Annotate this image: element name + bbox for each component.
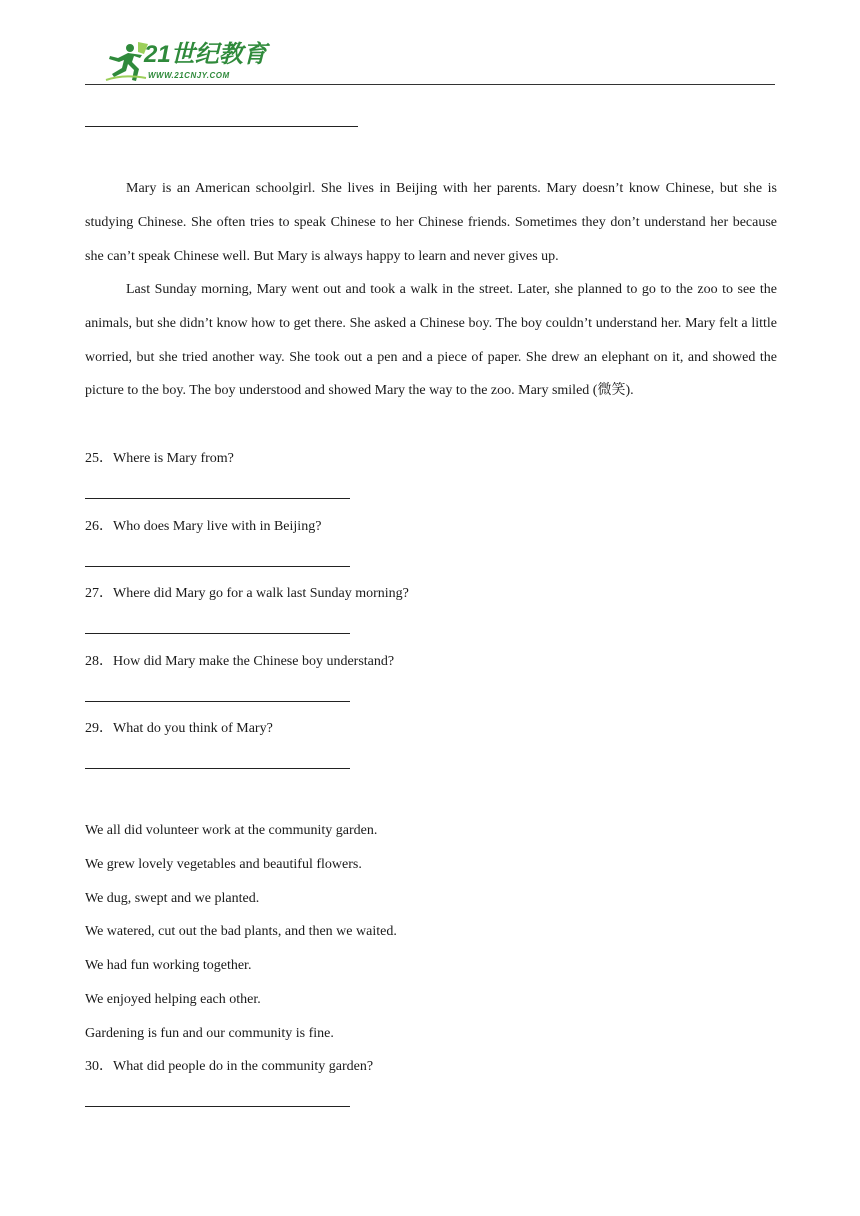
question-27: 27．Where did Mary go for a walk last Sunday morning?	[85, 586, 409, 601]
passage-paragraph-1: Mary is an American schoolgirl. She lives in Beijing with her parents. Mary doesn’t know Chinese, but she is studying Chinese. She often tries to speak Chinese to her Chinese friends. Sometimes they don’t understand her because she can’t speak Chinese well. But Mary is always happy to learn and never gives up.	[85, 181, 777, 264]
answer-line-28[interactable]	[85, 701, 350, 702]
answer-line-26[interactable]	[85, 566, 350, 567]
question-25: 25．Where is Mary from?	[85, 451, 234, 466]
poem-line: We watered, cut out the bad plants, and then we waited.	[85, 924, 397, 939]
answer-line	[85, 126, 358, 127]
answer-line-29[interactable]	[85, 768, 350, 769]
question-29: 29．What do you think of Mary?	[85, 721, 273, 736]
logo-url: WWW.21CNJY.COM	[148, 71, 230, 80]
question-26: 26．Who does Mary live with in Beijing?	[85, 519, 322, 534]
question-28: 28．How did Mary make the Chinese boy understand?	[85, 654, 395, 669]
poem-line: We enjoyed helping each other.	[85, 992, 261, 1007]
question-30: 30．What did people do in the community garden?	[85, 1059, 374, 1074]
answer-line-25[interactable]	[85, 498, 350, 499]
runner-icon	[104, 40, 148, 84]
answer-line-27[interactable]	[85, 633, 350, 634]
poem-line: Gardening is fun and our community is fine.	[85, 1026, 334, 1041]
page-header	[0, 0, 860, 90]
poem-line: We all did volunteer work at the community garden.	[85, 823, 378, 838]
answer-line-30[interactable]	[85, 1106, 350, 1107]
site-logo	[104, 40, 274, 86]
logo-title: 21世纪教育	[144, 41, 267, 68]
poem-line: We grew lovely vegetables and beautiful flowers.	[85, 857, 362, 872]
poem-line: We dug, swept and we planted.	[85, 891, 260, 906]
passage-paragraph-2: Last Sunday morning, Mary went out and took a walk in the street. Later, she planned to go to the zoo to see the animals, but she didn’t know how to get there. She asked a Chinese boy. The boy couldn’t understand her. Mary felt a little worried, but she tried another way. She took out a pen and a piece of paper. She drew an elephant on it, and showed the picture to the boy. The boy understood and showed Mary the way to the zoo. Mary smiled (微笑).	[85, 282, 777, 399]
poem-line: We had fun working together.	[85, 958, 252, 973]
header-divider	[85, 84, 775, 85]
